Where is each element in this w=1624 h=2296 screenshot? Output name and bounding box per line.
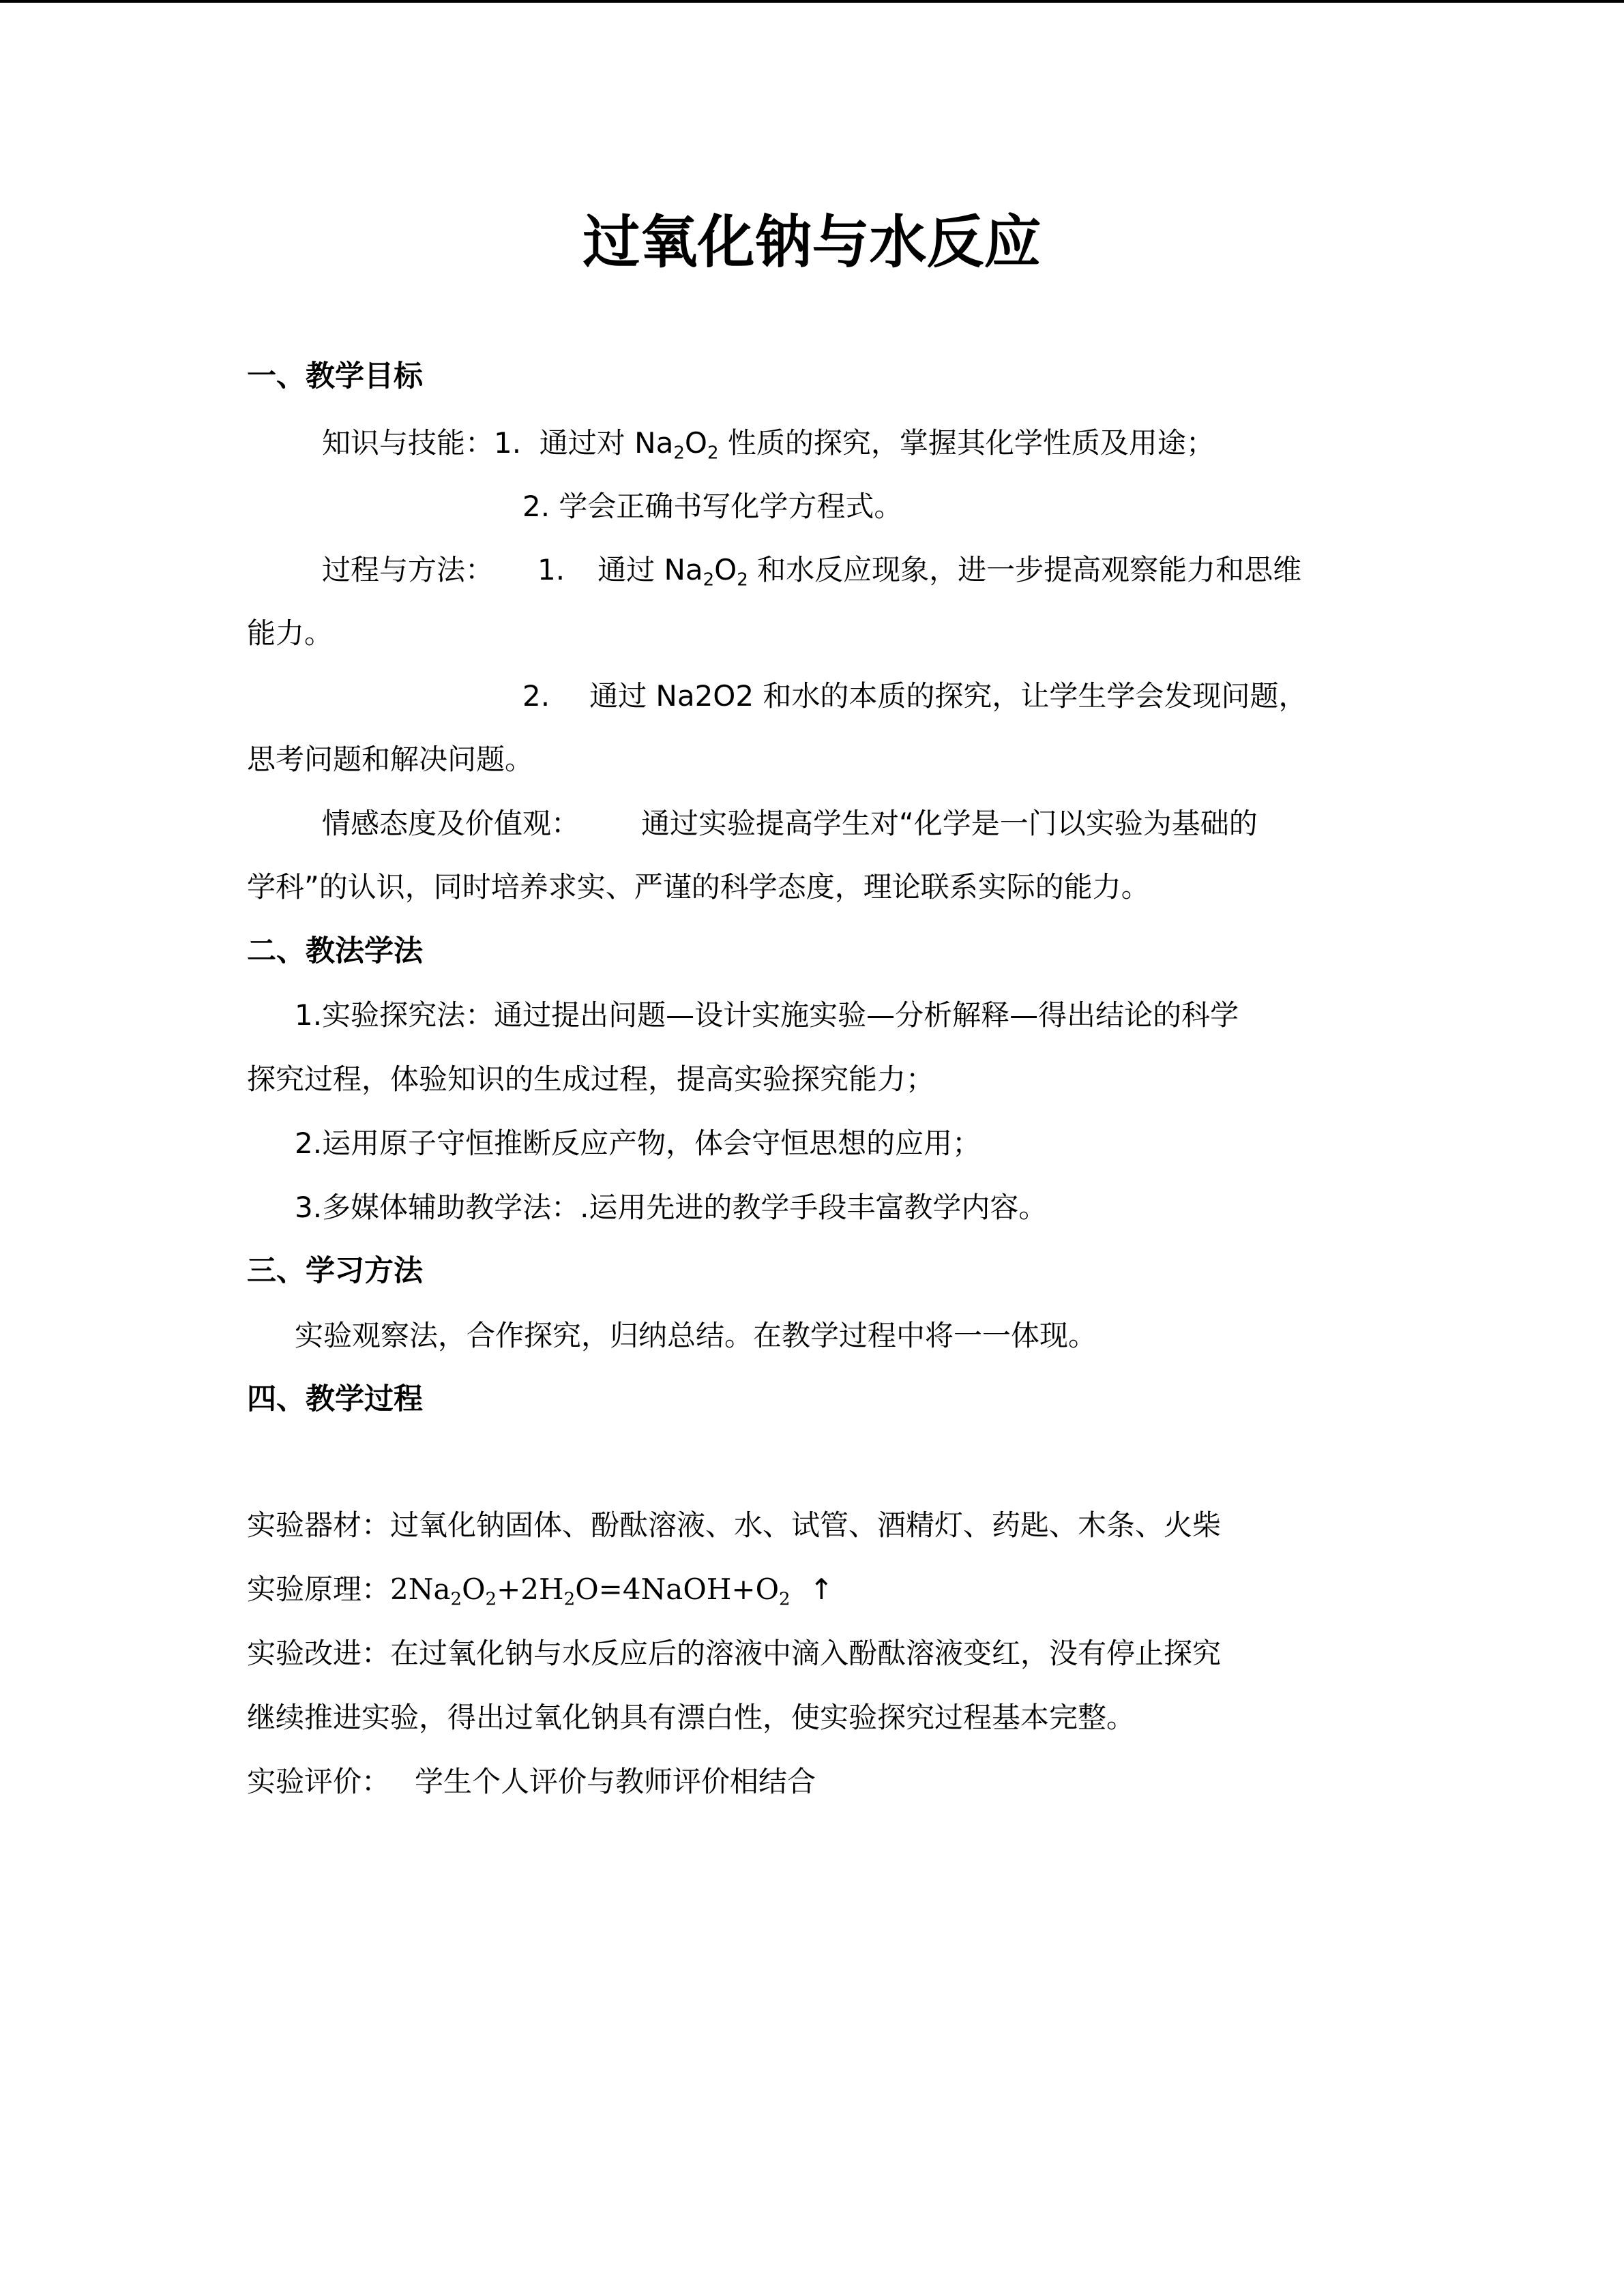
knowledge-item-1-number: 1. [494, 426, 522, 460]
process-item-2-line [522, 676, 1307, 717]
process-item-2-continuation: 思考问题和解决问题。 [247, 743, 534, 776]
equation-part: 2Na [390, 1572, 451, 1606]
process-item-1-text-pre: 通过 Na [597, 553, 703, 586]
attitude-line-1 [322, 803, 1258, 844]
equation-subscript: 2 [563, 1589, 576, 1610]
equation-part: O [462, 1572, 486, 1606]
equation-part: O=4NaOH+O [575, 1572, 780, 1606]
experiment-evaluation-text: 学生个人评价与教师评价相结合 [415, 1765, 816, 1798]
attitude-label: 情感态度及价值观： [322, 807, 580, 840]
equation-subscript: 2 [779, 1589, 791, 1610]
gas-arrow-icon: ↑ [809, 1572, 833, 1606]
process-item-1-number: 1. [537, 553, 565, 586]
formula-subscript: 2 [703, 569, 715, 591]
methods-item-2: 2.运用原子守恒推断反应产物，体会守恒思想的应用； [295, 1127, 981, 1160]
process-item-2-number: 2. [522, 679, 550, 713]
methods-item-3: 3.多媒体辅助教学法：.运用先进的教学手段丰富教学内容。 [295, 1191, 1048, 1224]
attitude-text: 通过实验提高学生对“化学是一门以实验为基础的 [641, 807, 1258, 840]
experiment-improvement: 实验改进：在过氧化钠与水反应后的溶液中滴入酚酞溶液变红，没有停止探究 [247, 1637, 1222, 1670]
attitude-continuation: 学科”的认识，同时培养求实、严谨的科学态度，理论联系实际的能力。 [247, 870, 1150, 904]
experiment-improvement-continuation: 继续推进实验，得出过氧化钠具有漂白性，使实验探究过程基本完整。 [247, 1701, 1136, 1734]
process-methods-line-1 [322, 550, 1379, 591]
page-title: 过氧化钠与水反应 [582, 209, 1042, 275]
section-heading-goals: 一、教学目标 [247, 359, 423, 393]
knowledge-skills-label: 知识与技能： [322, 426, 494, 460]
formula-subscript: 2 [707, 443, 719, 464]
methods-item-1-continuation: 探究过程，体验知识的生成过程，提高实验探究能力； [247, 1062, 935, 1096]
process-item-1-text-post: 和水反应现象，进一步提高观察能力和思维 [748, 553, 1302, 586]
knowledge-item-1-text-pre: 通过对 Na [539, 426, 674, 460]
section-heading-methods: 二、教法学法 [247, 934, 423, 968]
section-heading-learning: 三、学习方法 [247, 1254, 423, 1288]
equation-subscript: 2 [485, 1589, 497, 1610]
methods-item-1: 1.实验探究法：通过提出问题—设计实施实验—分析解释—得出结论的科学 [295, 998, 1239, 1032]
knowledge-skills-line-1 [322, 423, 1215, 464]
experiment-principle-line [247, 1569, 833, 1610]
reaction-equation [390, 1572, 791, 1610]
equation-subscript: 2 [450, 1589, 462, 1610]
section-heading-process: 四、教学过程 [247, 1382, 423, 1416]
process-item-1-continuation: 能力。 [247, 616, 334, 650]
equation-part: +2H [497, 1572, 564, 1606]
page-top-border [0, 0, 1624, 3]
knowledge-item-1-text-post: 性质的探究，掌握其化学性质及用途； [718, 426, 1215, 460]
experiment-evaluation-line [247, 1761, 816, 1802]
experiment-materials: 实验器材：过氧化钠固体、酚酞溶液、水、试管、酒精灯、药匙、木条、火柴 [247, 1508, 1222, 1542]
formula-oxygen: O [714, 553, 737, 586]
formula-oxygen: O [684, 426, 707, 460]
knowledge-item-2: 2. 学会正确书写化学方程式。 [522, 490, 903, 523]
process-methods-label: 过程与方法： [322, 553, 494, 586]
experiment-evaluation-label: 实验评价： [247, 1765, 391, 1798]
formula-subscript: 2 [737, 569, 748, 591]
learning-methods-text: 实验观察法，合作探究，归纳总结。在教学过程中将一一体现。 [295, 1319, 1097, 1352]
process-item-2-text: 通过 Na2O2 和水的本质的探究，让学生学会发现问题， [589, 679, 1308, 713]
experiment-principle-label: 实验原理： [247, 1572, 391, 1606]
formula-subscript: 2 [673, 443, 685, 464]
